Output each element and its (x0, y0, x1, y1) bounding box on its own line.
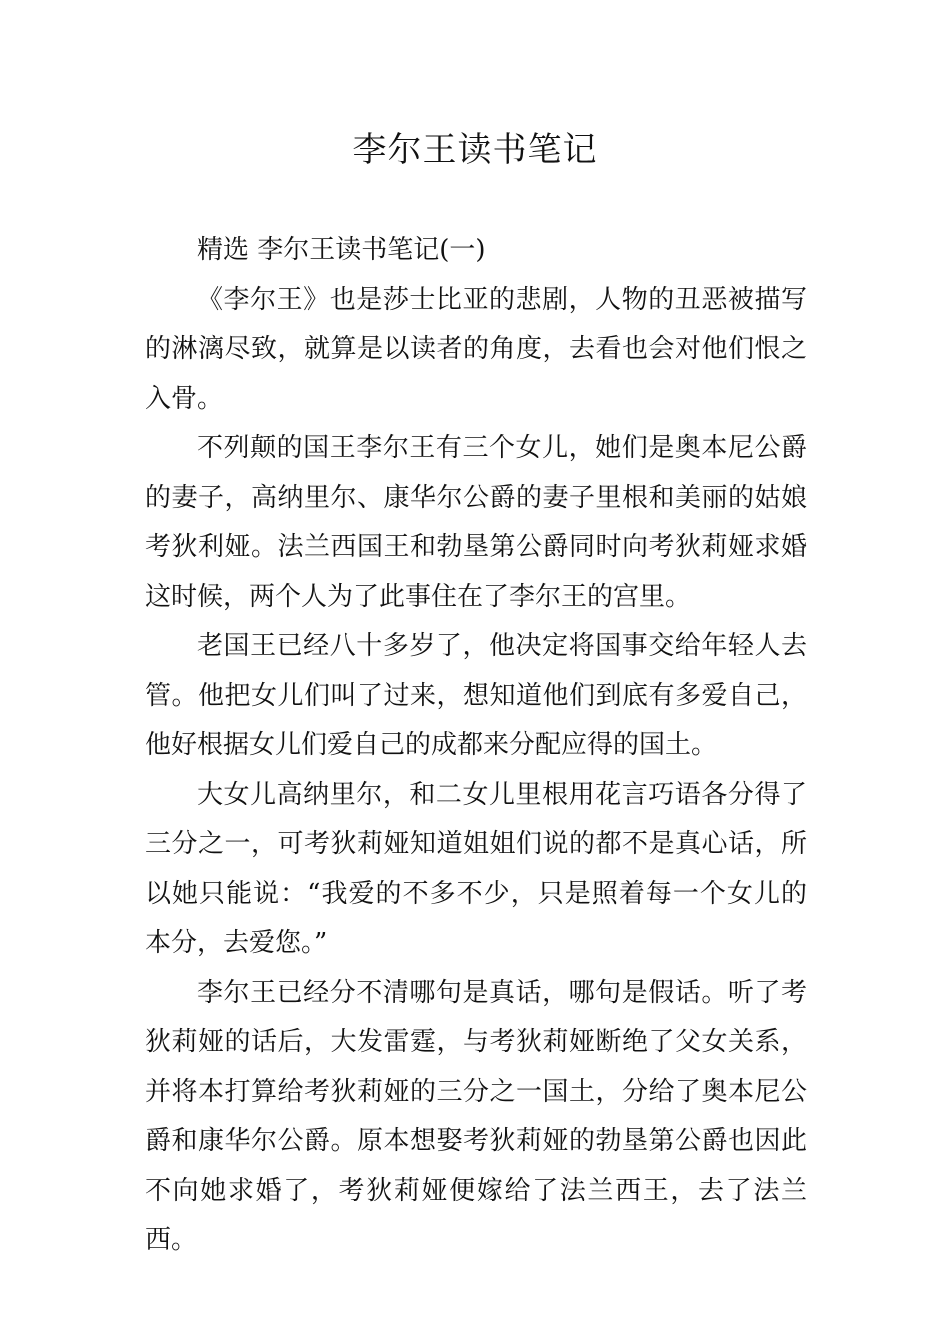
paragraph-3: 老国王已经八十多岁了，他决定将国事交给年轻人去管。他把女儿们叫了过来，想知道他们到底有多爱自己，他好根据女儿们爱自己的成都来分配应得的国土。 (145, 631, 807, 760)
paragraph-4: 大女儿高纳里尔，和二女儿里根用花言巧语各分得了三分之一，可考狄莉娅知道姐姐们说的都不是真心话，所以她只能说：“我爱的不多不少，只是照着每一个女儿的本分，去爱您。” (145, 779, 807, 958)
paragraph-1: 《李尔王》也是莎士比亚的悲剧，人物的丑恶被描写的淋漓尽致，就算是以读者的角度，去看也会对他们恨之入骨。 (145, 284, 807, 414)
subtitle-line: 精选 李尔王读书笔记(一) (197, 235, 486, 265)
paragraph-2: 不列颠的国王李尔王有三个女儿，她们是奥本尼公爵的妻子，高纳里尔、康华尔公爵的妻子里根和美丽的姑娘考狄利娅。法兰西国王和勃垦第公爵同时向考狄莉娅求婚这时候，两个人为了此事住在了李尔王的宫里。 (145, 433, 807, 612)
document-title: 李尔王读书笔记 (352, 130, 598, 170)
paragraph-5: 李尔王已经分不清哪句是真话，哪句是假话。听了考狄莉娅的话后，大发雷霆，与考狄莉娅断绝了父女关系，并将本打算给考狄莉娅的三分之一国土，分给了奥本尼公爵和康华尔公爵。原本想娶考狄莉娅的勃垦第公爵也因此不向她求婚了，考狄莉娅便嫁给了法兰西王，去了法兰西。 (145, 977, 807, 1255)
document-body (145, 226, 807, 1266)
